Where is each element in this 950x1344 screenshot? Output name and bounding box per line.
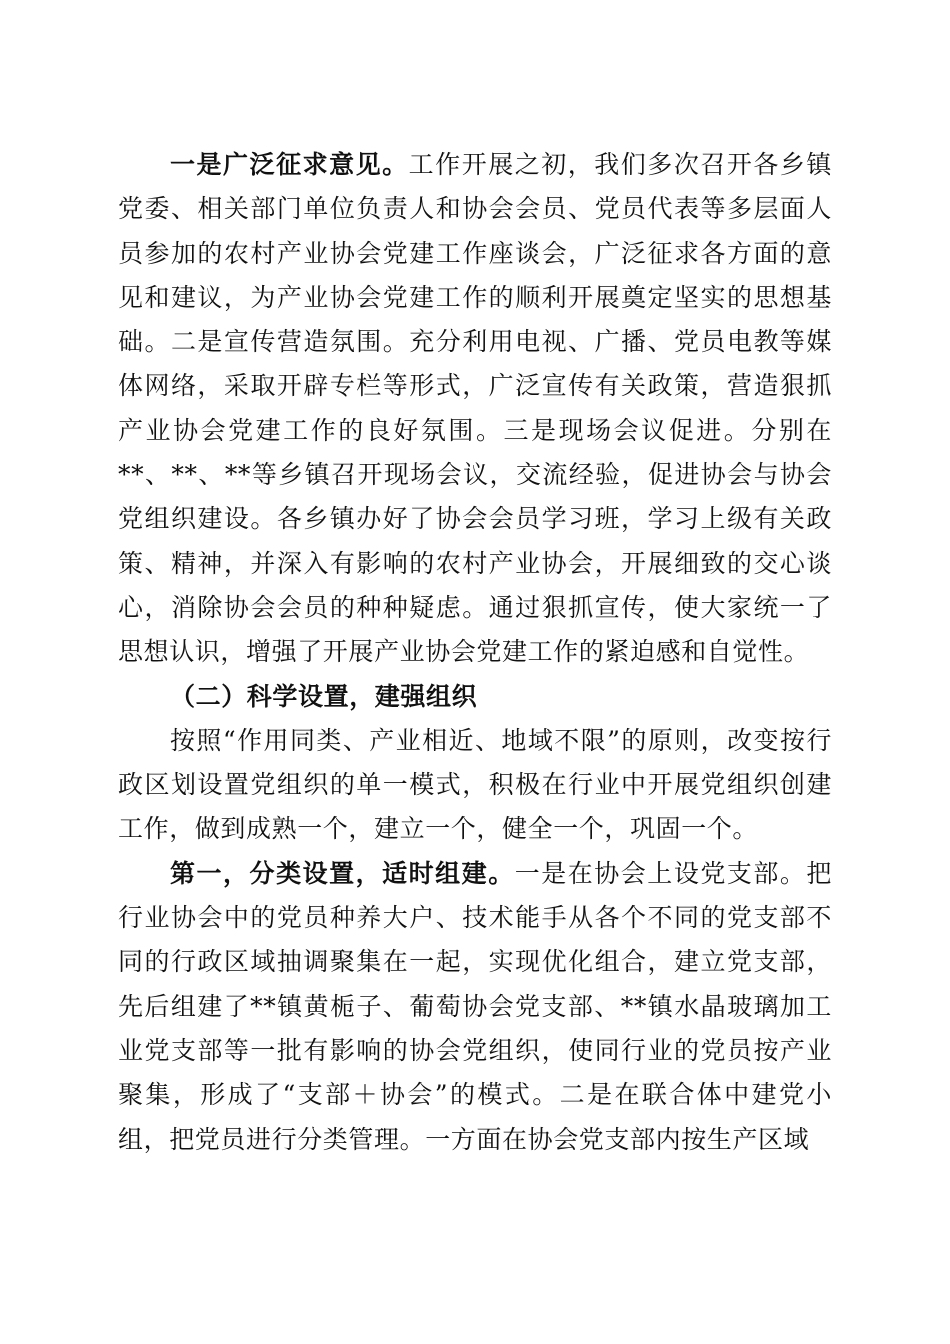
paragraph-3-lead: 第一，分类设置，适时组建。 — [170, 858, 515, 888]
paragraph-1 — [118, 143, 832, 675]
paragraph-2: 按照“作用同类、产业相近、地域不限”的原则，改变按行政区划设置党组织的单一模式，积极在行业中开展党组织创建工作，做到成熟一个，建立一个，健全一个，巩固一个。 — [118, 725, 832, 844]
document-body — [118, 143, 832, 1162]
paragraph-3-body: 一是在协会上设党支部。把行业协会中的党员种养大户、技术能手从各个不同的党支部不同的行政区域抽调聚集在一起，实现优化组合，建立党支部，先后组建了**镇黄栀子、葡萄协会党支部、**镇水晶玻璃加工业党支部等一批有影响的协会党组织，使同行业的党员按产业聚集，形成了“支部＋协会”的模式。二是在联合体中建党小组，把党员进行分类管理。一方面在协会党支部内按生产区域 — [118, 858, 832, 1154]
section-heading-2: （二）科学设置，建强组织 — [170, 681, 478, 711]
paragraph-3 — [118, 852, 832, 1162]
paragraph-1-lead: 一是广泛征求意见。 — [170, 150, 409, 179]
paragraph-1-body: 工作开展之初，我们多次召开各乡镇党委、相关部门单位负责人和协会会员、党员代表等多层面人员参加的农村产业协会党建工作座谈会，广泛征求各方面的意见和建议，为产业协会党建工作的顺利开展奠定坚实的思想基础。二是宣传营造氛围。充分利用电视、广播、党员电教等媒体网络，采取开辟专栏等形式，广泛宣传有关政策，营造狠抓产业协会党建工作的良好氛围。三是现场会议促进。分别在**、**、**等乡镇召开现场会议，交流经验，促进协会与协会党组织建设。各乡镇办好了协会会员学习班，学习上级有关政策、精神，并深入有影响的农村产业协会，开展细致的交心谈心，消除协会会员的种种疑虑。通过狠抓宣传，使大家统一了思想认识，增强了开展产业协会党建工作的紧迫感和自觉性。 — [118, 150, 832, 667]
